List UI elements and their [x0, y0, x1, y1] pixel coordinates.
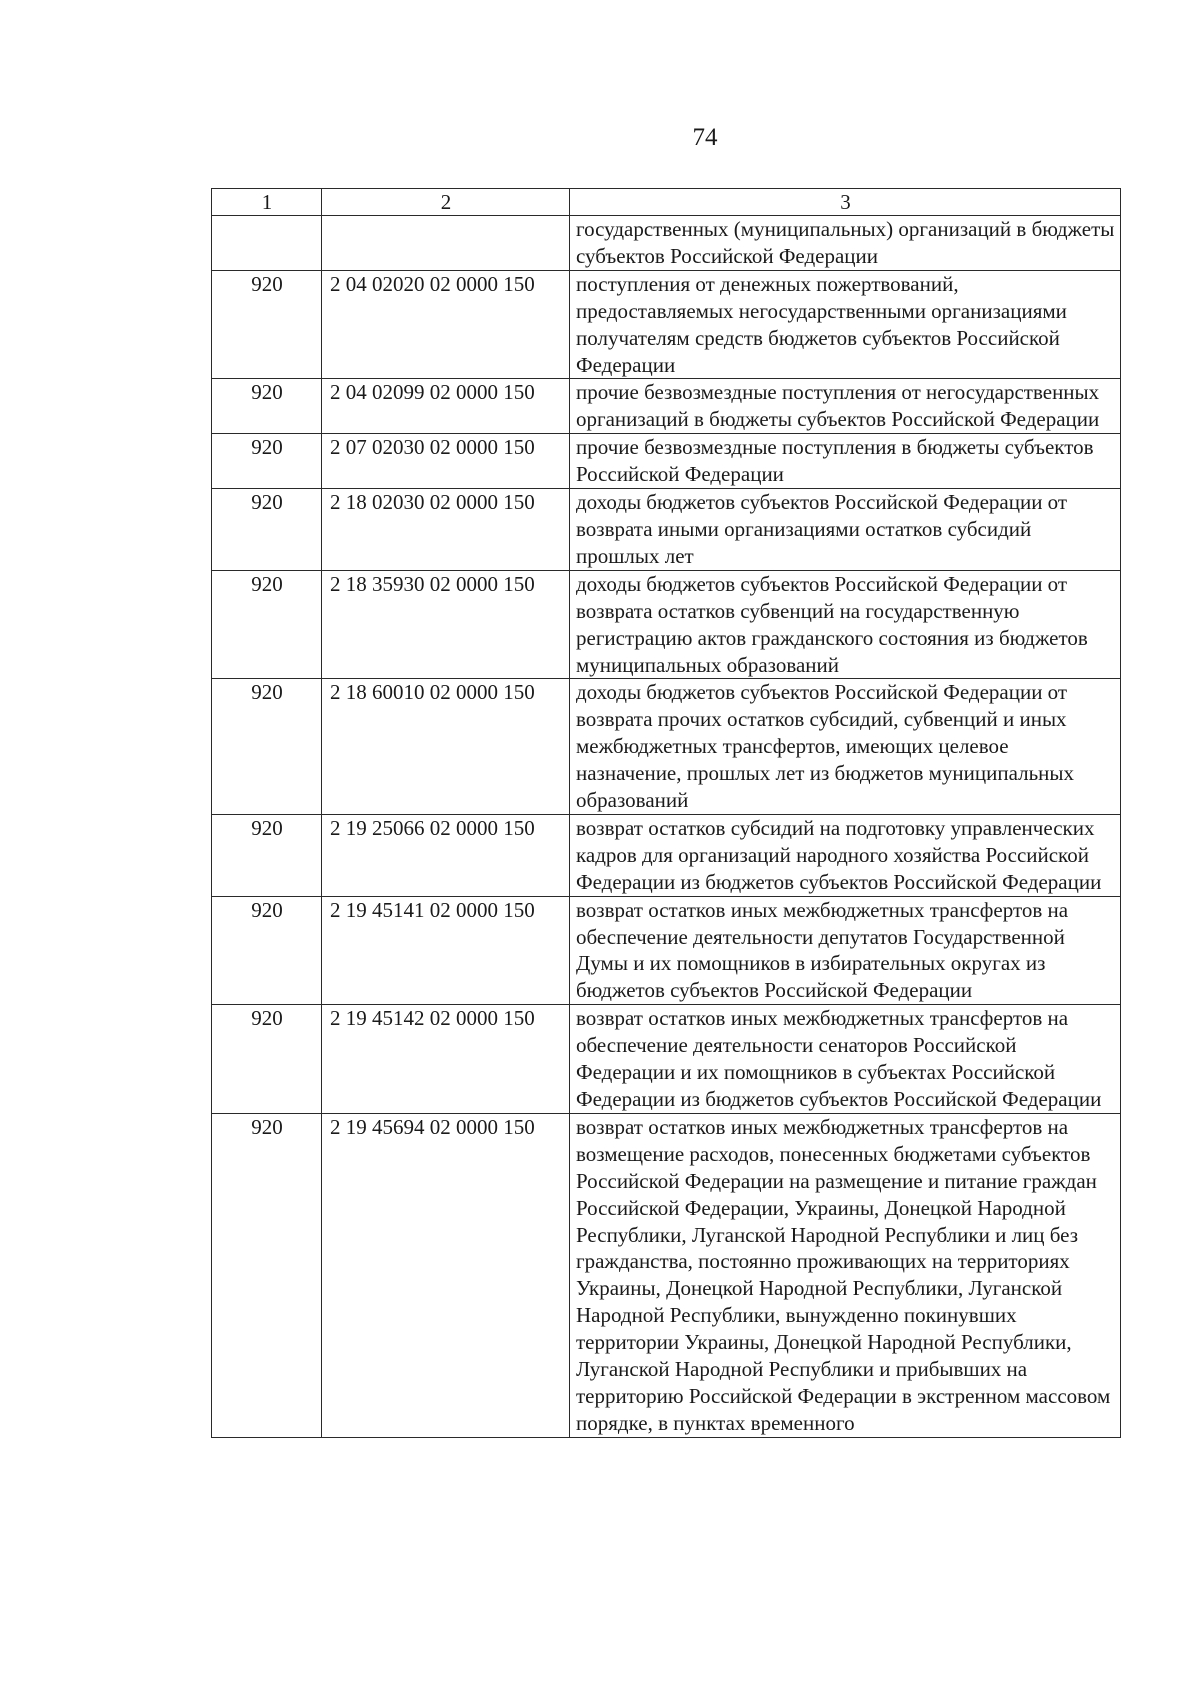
budget-code-cell: 2 18 35930 02 0000 150: [322, 570, 570, 679]
table-row: [212, 489, 1121, 571]
budget-code-cell: 2 19 25066 02 0000 150: [322, 814, 570, 896]
admin-code-cell: 920: [212, 896, 322, 1005]
page-number: 74: [692, 124, 718, 151]
description-cell: доходы бюджетов субъектов Российской Федерации от возврата иными организациями остатков субсидий прошлых лет: [570, 489, 1121, 571]
table-row: [212, 434, 1121, 489]
admin-code-cell: 920: [212, 270, 322, 379]
table-row: [212, 570, 1121, 679]
description-cell: поступления от денежных пожертвований, предоставляемых негосударственными организациями получателям средств бюджетов субъектов Российской Федерации: [570, 270, 1121, 379]
table-row: [212, 216, 1121, 271]
budget-code-cell: 2 19 45141 02 0000 150: [322, 896, 570, 1005]
description-cell: доходы бюджетов субъектов Российской Федерации от возврата прочих остатков субсидий, субвенций и иных межбюджетных трансфертов, имеющих целевое назначение, прошлых лет из бюджетов муниципальных образований: [570, 679, 1121, 815]
admin-code-cell: 920: [212, 679, 322, 815]
column-header-2: 2: [322, 189, 570, 216]
table-row: [212, 896, 1121, 1005]
admin-code-cell: [212, 216, 322, 271]
table-row: [212, 679, 1121, 815]
description-cell: прочие безвозмездные поступления от негосударственных организаций в бюджеты субъектов Российской Федерации: [570, 379, 1121, 434]
table-row: [212, 814, 1121, 896]
table-row: [212, 270, 1121, 379]
column-header-3: 3: [570, 189, 1121, 216]
budget-code-cell: 2 07 02030 02 0000 150: [322, 434, 570, 489]
admin-code-cell: 920: [212, 379, 322, 434]
admin-code-cell: 920: [212, 570, 322, 679]
admin-code-cell: 920: [212, 814, 322, 896]
description-cell: государственных (муниципальных) организаций в бюджеты субъектов Российской Федерации: [570, 216, 1121, 271]
budget-code-cell: 2 19 45142 02 0000 150: [322, 1005, 570, 1114]
column-header-1: 1: [212, 189, 322, 216]
revenue-codes-table: [211, 188, 1121, 1438]
budget-code-cell: 2 18 02030 02 0000 150: [322, 489, 570, 571]
description-cell: возврат остатков иных межбюджетных трансфертов на обеспечение деятельности сенаторов Российской Федерации и их помощников в субъектах Российской Федерации из бюджетов субъектов Российской Федерации: [570, 1005, 1121, 1114]
admin-code-cell: 920: [212, 1005, 322, 1114]
description-cell: возврат остатков иных межбюджетных трансфертов на обеспечение деятельности депутатов Государственной Думы и их помощников в избирательных округах из бюджетов субъектов Российской Федерации: [570, 896, 1121, 1005]
description-cell: доходы бюджетов субъектов Российской Федерации от возврата остатков субвенций на государственную регистрацию актов гражданского состояния из бюджетов муниципальных образований: [570, 570, 1121, 679]
budget-code-cell: 2 18 60010 02 0000 150: [322, 679, 570, 815]
budget-code-cell: 2 04 02020 02 0000 150: [322, 270, 570, 379]
admin-code-cell: 920: [212, 1113, 322, 1437]
description-cell: возврат остатков субсидий на подготовку управленческих кадров для организаций народного хозяйства Российской Федерации из бюджетов субъектов Российской Федерации: [570, 814, 1121, 896]
description-cell: прочие безвозмездные поступления в бюджеты субъектов Российской Федерации: [570, 434, 1121, 489]
budget-code-cell: [322, 216, 570, 271]
budget-code-cell: 2 19 45694 02 0000 150: [322, 1113, 570, 1437]
description-cell: возврат остатков иных межбюджетных трансфертов на возмещение расходов, понесенных бюджетами субъектов Российской Федерации на размещение и питание граждан Российской Федерации, Украины, Донецкой Народной Республики, Луганской Народной Республики и лиц без гражданства, постоянно проживающих на территориях Украины, Донецкой Народной Республики, Луганской Народной Республики, вынужденно покинувших территории Украины, Донецкой Народной Республики, Луганской Народной Республики и прибывших на территорию Российской Федерации в экстренном массовом порядке, в пунктах временного: [570, 1113, 1121, 1437]
admin-code-cell: 920: [212, 434, 322, 489]
admin-code-cell: 920: [212, 489, 322, 571]
table-header-row: [212, 189, 1121, 216]
table-row: [212, 1113, 1121, 1437]
table-row: [212, 379, 1121, 434]
table-row: [212, 1005, 1121, 1114]
budget-code-cell: 2 04 02099 02 0000 150: [322, 379, 570, 434]
